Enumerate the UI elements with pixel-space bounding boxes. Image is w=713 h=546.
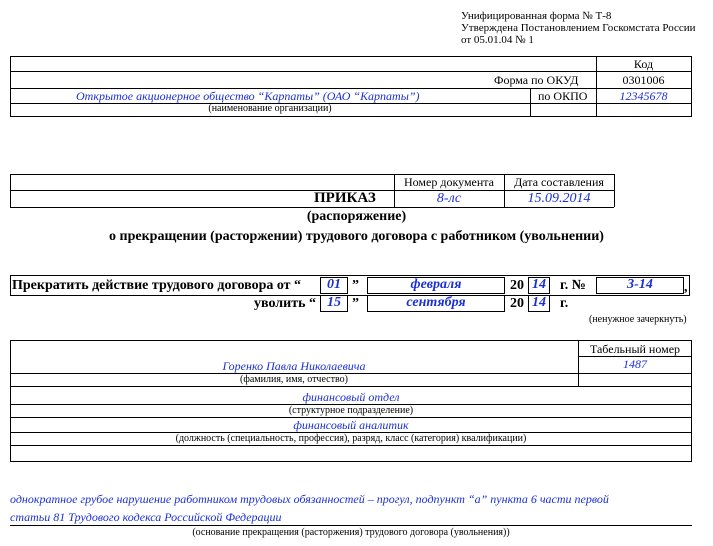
terminate-label: Прекратить действие трудового договора от “	[12, 278, 302, 293]
basis-underline	[10, 525, 692, 526]
month2-value: сентября	[406, 295, 466, 310]
doc-date-header: Дата составления	[514, 175, 604, 189]
okud-label: Форма по ОКУД	[494, 73, 579, 87]
okud-value: 0301006	[622, 73, 665, 87]
organization-caption: (наименование организации)	[208, 103, 332, 114]
basis-caption: (основание прекращения (расторжения) трудового договора (увольнения))	[192, 527, 510, 538]
organization-name: Открытое акционерное общество “Карпаты” (ОАО “Карпаты”)	[76, 89, 420, 103]
year1-value: 14	[532, 277, 546, 292]
okpo-value: 12345678	[619, 89, 668, 103]
employee-name: Горенко Павла Николаевича	[222, 359, 366, 373]
basis-line-1: однократное грубое нарушение работником трудовых обязанностей – прогул, подпункт “а” пункта 6 части первой	[10, 492, 609, 506]
doc-date-value: 15.09.2014	[527, 191, 591, 206]
position-value: финансовый аналитик	[293, 418, 409, 432]
code-header: Код	[633, 57, 654, 71]
comma: ,	[684, 280, 688, 295]
day1-value: 01	[327, 277, 341, 292]
order-title: ПРИКАЗ	[314, 190, 376, 206]
contract-number-label: г. №	[560, 278, 586, 293]
doc-number-header: Номер документа	[403, 175, 495, 189]
tab-number-value: 1487	[623, 357, 647, 371]
contract-number-value: 3-14	[627, 277, 653, 292]
form-code-line: Унифицированная форма № Т-8	[461, 10, 612, 22]
quote-close-2: ”	[352, 296, 359, 311]
order-heading: о прекращении (расторжении) трудового договора с работником (увольнении)	[109, 229, 604, 244]
quote-close-1: ”	[352, 278, 359, 293]
form-date-line: от 05.01.04 № 1	[461, 34, 534, 46]
year2-prefix: 20	[510, 296, 524, 311]
name-caption: (фамилия, имя, отчество)	[240, 374, 348, 385]
form-approval-line: Утверждена Постановлением Госкомстата России	[461, 22, 696, 34]
department-value: финансовый отдел	[302, 390, 400, 404]
basis-line-2: статьи 81 Трудового кодекса Российской Федерации	[10, 510, 282, 524]
strike-note: (ненужное зачеркнуть)	[589, 314, 687, 325]
okpo-label: по ОКПО	[538, 89, 588, 103]
department-caption: (структурное подразделение)	[288, 405, 414, 416]
tab-number-header: Табельный номер	[589, 342, 681, 356]
order-subtitle: (распоряжение)	[306, 209, 407, 224]
doc-number-value: 8-лс	[436, 191, 462, 206]
month1-value: февраля	[410, 277, 462, 292]
year2-value: 14	[532, 295, 546, 310]
year-suffix: г.	[560, 296, 569, 311]
dismiss-label: уволить “	[254, 296, 316, 311]
day2-value: 15	[327, 295, 341, 310]
position-caption: (должность (специальность, профессия), разряд, класс (категория) квалификации)	[175, 433, 527, 444]
year1-prefix: 20	[510, 278, 524, 293]
